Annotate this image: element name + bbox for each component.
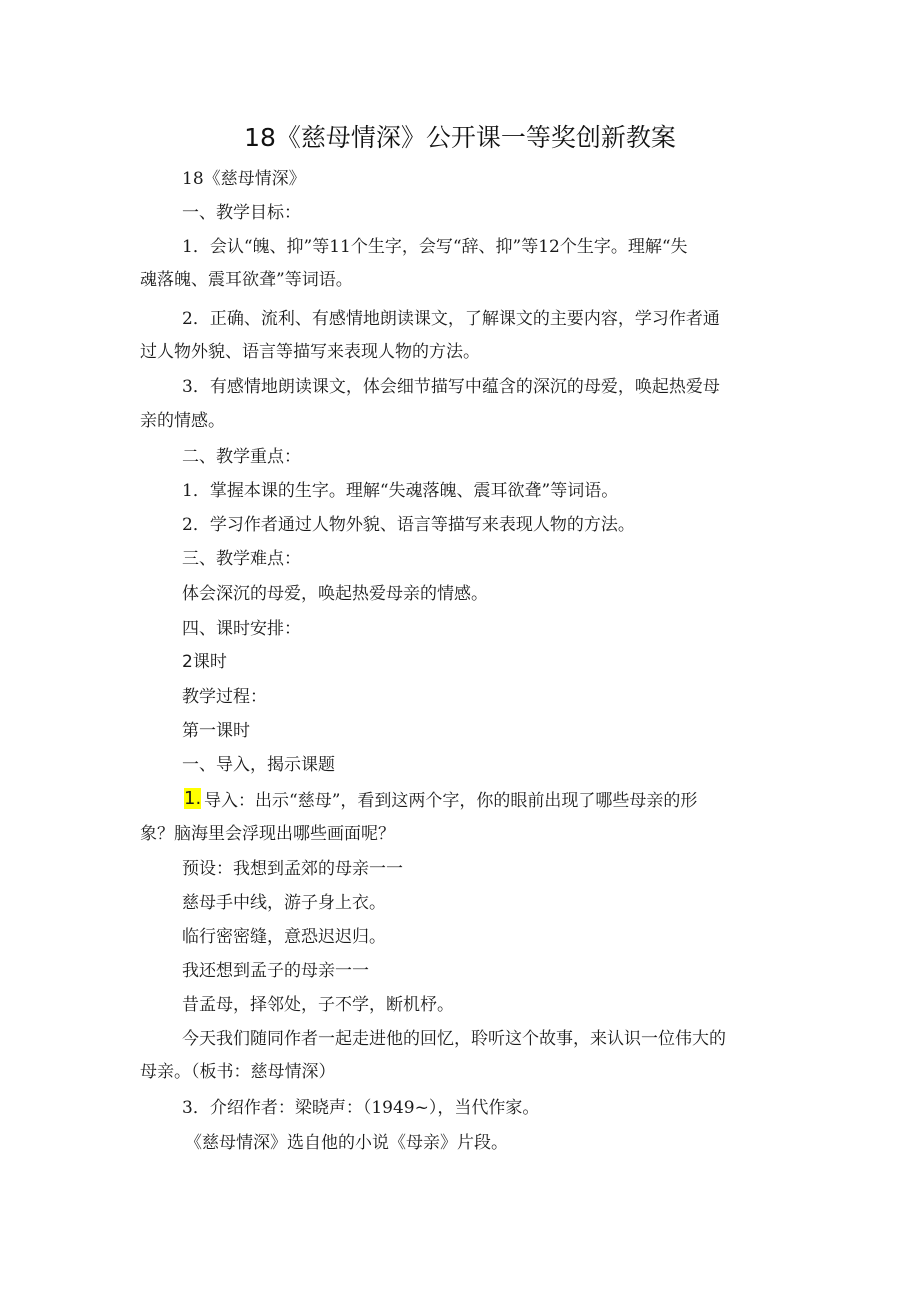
mencius-line: 我还想到孟子的母亲一一 bbox=[182, 961, 369, 981]
classic-line: 昔孟母，择邻处，子不学，断机杼。 bbox=[182, 995, 454, 1015]
today-line-2: 母亲。（板书：慈母情深） bbox=[140, 1062, 336, 1082]
poem-line-1: 慈母手中线，游子身上衣。 bbox=[182, 893, 386, 913]
today-line-1: 今天我们随同作者一起走进他的回忆，聆听这个故事，来认识一位伟大的 bbox=[182, 1029, 726, 1049]
schedule-text: 2课时 bbox=[182, 652, 227, 672]
source-line: 《慈母情深》选自他的小说《母亲》片段。 bbox=[185, 1133, 508, 1153]
author-intro: 3．介绍作者：梁晓声：（1949~），当代作家。 bbox=[182, 1098, 540, 1118]
section-heading-objectives: 一、教学目标： bbox=[182, 203, 301, 223]
intro-line-2: 象？脑海里会浮现出哪些画面呢？ bbox=[140, 824, 395, 844]
objective-1-line-2: 魂落魄、震耳欲聋”等词语。 bbox=[140, 270, 353, 290]
highlighted-item-number: 1. bbox=[184, 788, 202, 809]
lesson-heading: 18《慈母情深》 bbox=[182, 169, 306, 189]
objective-1-line-1: 1．会认“魄、抑”等11个生字，会写“辞、抑”等12个生字。理解“失 bbox=[182, 237, 688, 257]
process-heading: 教学过程： bbox=[182, 687, 267, 707]
poem-line-2: 临行密密缝，意恐迟迟归。 bbox=[182, 927, 386, 947]
intro-line-1: 导入：出示“慈母”，看到这两个字，你的眼前出现了哪些母亲的形 bbox=[204, 791, 698, 811]
preset-line: 预设：我想到孟郊的母亲一一 bbox=[182, 859, 403, 879]
objective-2-line-2: 过人物外貌、语言等描写来表现人物的方法。 bbox=[140, 342, 480, 362]
key-point-2: 2．学习作者通过人物外貌、语言等描写来表现人物的方法。 bbox=[182, 515, 635, 535]
step-heading-intro: 一、导入，揭示课题 bbox=[182, 755, 335, 775]
section-heading-difficulties: 三、教学难点： bbox=[182, 549, 301, 569]
difficulty-text: 体会深沉的母爱，唤起热爱母亲的情感。 bbox=[182, 584, 488, 604]
document-title: 18《慈母情深》公开课一等奖创新教案 bbox=[244, 123, 676, 152]
section-heading-key-points: 二、教学重点： bbox=[182, 447, 301, 467]
section-heading-schedule: 四、课时安排： bbox=[182, 619, 301, 639]
objective-3-line-2: 亲的情感。 bbox=[140, 411, 225, 431]
key-point-1: 1．掌握本课的生字。理解“失魂落魄、震耳欲聋”等词语。 bbox=[182, 481, 619, 501]
objective-2-line-1: 2．正确、流利、有感情地朗读课文，了解课文的主要内容，学习作者通 bbox=[182, 309, 720, 329]
objective-3-line-1: 3．有感情地朗读课文，体会细节描写中蕴含的深沉的母爱，唤起热爱母 bbox=[182, 377, 720, 397]
first-lesson-heading: 第一课时 bbox=[182, 721, 250, 741]
